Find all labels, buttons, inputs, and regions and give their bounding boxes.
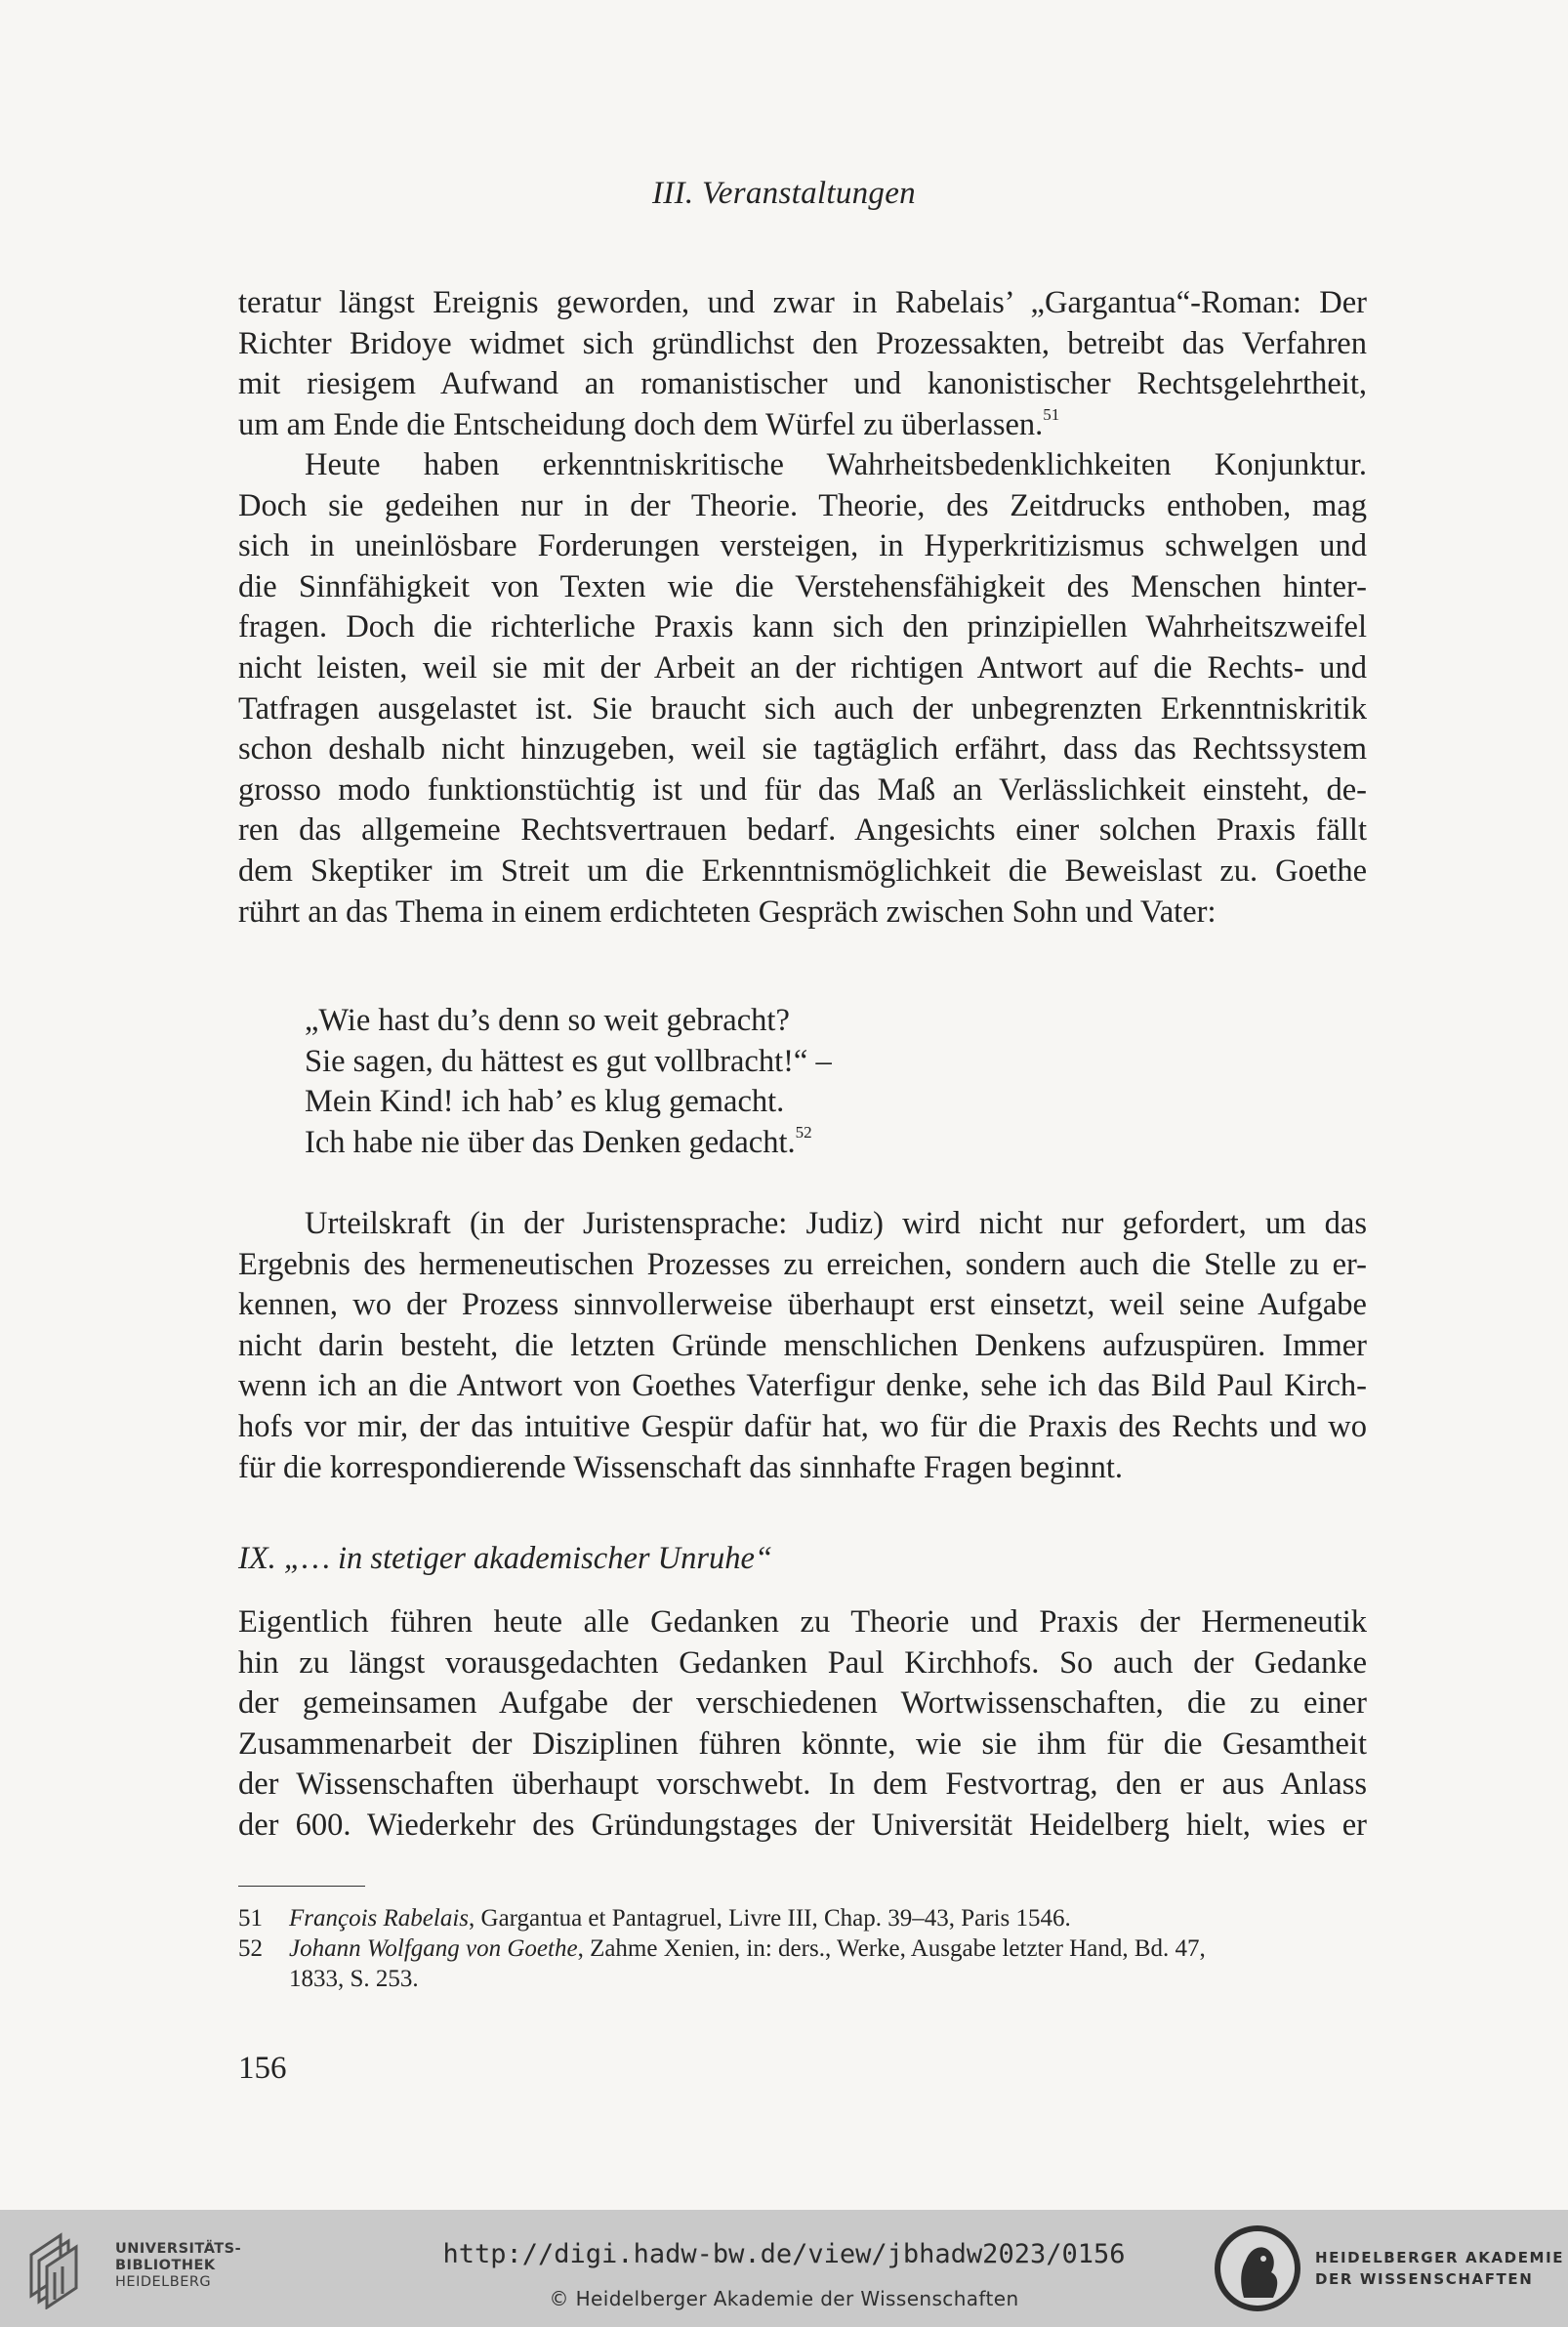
footnote-author: François Rabelais <box>289 1905 470 1932</box>
footnote-number: 52 <box>238 1935 263 1962</box>
text-line: Ergebnis des hermeneutischen Prozesses zu erreichen, sondern auch die Stelle zu er- <box>238 1246 1367 1282</box>
text-line: schon deshalb nicht hinzugeben, weil sie tagtäglich erfährt, dass das Rechtssystem <box>238 731 1367 768</box>
text-line: der 600. Wiederkehr des Gründungstages der Universität Heidelberg hielt, wies er <box>238 1807 1367 1843</box>
footnote-text <box>289 1933 1367 1994</box>
paragraph-4 <box>238 1602 1367 1847</box>
text-line: die Sinnfähigkeit von Texten wie die Verstehensfähigkeit des Menschen hinter- <box>238 568 1367 604</box>
text-line: für die korrespondierende Wissenschaft das sinnhafte Fragen beginnt. <box>238 1449 1124 1485</box>
footnote-continuation: 1833, S. 253. <box>289 1966 419 1992</box>
footnote-author: Johann Wolfgang von Goethe <box>289 1935 578 1962</box>
paragraph-3 <box>238 1204 1367 1488</box>
text-line: Tatfragen ausgelastet ist. Sie braucht sich auch der unbegrenzten Erkenntniskritik <box>238 690 1367 727</box>
footnote-51 <box>238 1903 1367 1933</box>
footnotes <box>238 1903 1367 1994</box>
text-line: grosso modo funktionstüchtig ist und für das Maß an Verlässlichkeit einsteht, de- <box>238 771 1367 808</box>
text-line: nicht darin besteht, die letzten Gründe menschlichen Denkens aufzuspüren. Immer <box>238 1327 1367 1363</box>
text-line: Richter Bridoye widmet sich gründlichst den Prozessakten, betreibt das Verfahren <box>238 325 1367 361</box>
text-line: ren das allgemeine Rechtsvertrauen bedarf. Angesichts einer solchen Praxis fällt <box>238 812 1367 849</box>
text-line: Urteilskraft (in der Juristensprache: Judiz) wird nicht nur gefordert, um das <box>305 1206 1367 1241</box>
copyright-notice: © Heidelberger Akademie der Wissenschaften <box>549 2287 1019 2310</box>
paragraph-2 <box>238 445 1367 933</box>
footnote-text <box>289 1903 1367 1933</box>
running-head: III. Veranstaltungen <box>652 176 916 211</box>
library-name-line: BIBLIOTHEK <box>115 2258 216 2273</box>
text-line: Eigentlich führen heute alle Gedanken zu Theorie und Praxis der Hermeneutik <box>238 1604 1367 1640</box>
text-line: sich in uneinlösbare Forderungen versteigen, in Hyperkritizismus schwelgen und <box>238 528 1367 564</box>
footnote-citation: , Gargantua et Pantagruel, Livre III, Chap. 39–43, Paris 1546. <box>469 1905 1071 1932</box>
footnote-citation: , Zahme Xenien, in: ders., Werke, Ausgabe letzter Hand, Bd. 47, <box>577 1935 1206 1962</box>
library-name-line: UNIVERSITÄTS- <box>115 2241 242 2257</box>
text-line: dem Skeptiker im Streit um die Erkenntnismöglichkeit die Beweislast zu. Goethe <box>238 852 1367 889</box>
quote-line: Sie sagen, du hättest es gut vollbracht!“ – <box>305 1043 832 1079</box>
quote-line-content: Ich habe nie über das Denken gedacht. <box>305 1124 796 1160</box>
text-line: rührt an das Thema in einem erdichteten Gespräch zwischen Sohn und Vater: <box>238 893 1217 930</box>
academy-name <box>1315 2247 1564 2290</box>
footnote-52 <box>238 1933 1367 1994</box>
text-line <box>238 405 1367 446</box>
text-line: Zusammenarbeit der Disziplinen führen könnte, wie sie ihm für die Gesamtheit <box>238 1725 1367 1762</box>
text-line: mit riesigem Aufwand an romanistischer und kanonistischer Rechtsgelehrtheit, <box>238 366 1367 402</box>
footnote-number: 51 <box>238 1905 263 1932</box>
quote-line: „Wie hast du’s denn so weit gebracht? <box>305 1003 790 1038</box>
goethe-quote <box>305 1001 832 1163</box>
page-number: 156 <box>238 2051 287 2086</box>
library-name-line: HEIDELBERG <box>115 2274 212 2290</box>
section-heading: IX. „… in stetiger akademischer Unruhe“ <box>238 1541 773 1576</box>
footnote-ref-52[interactable]: 52 <box>795 1122 812 1142</box>
text-line: fragen. Doch die richterliche Praxis kann sich den prinzipiellen Wahrheitszweifel <box>238 609 1367 645</box>
academy-name-line: HEIDELBERGER AKADEMIE <box>1315 2249 1565 2266</box>
text-line: kennen, wo der Prozess sinnvollerweise überhaupt erst einsetzt, weil seine Aufgabe <box>238 1287 1367 1323</box>
text-line: Doch sie gedeihen nur in der Theorie. Theorie, des Zeitdrucks enthoben, mag <box>238 487 1367 523</box>
footnote-divider <box>238 1886 365 1887</box>
paragraph-1 <box>238 283 1367 445</box>
quote-line: Mein Kind! ich hab’ es klug gemacht. <box>305 1084 785 1120</box>
text-line: hofs vor mir, der das intuitive Gespür dafür hat, wo für die Praxis des Rechts und wo <box>238 1408 1367 1444</box>
text-line: der Wissenschaften überhaupt vorschwebt. In dem Festvortrag, den er aus Anlass <box>238 1766 1367 1803</box>
text-line: nicht leisten, weil sie mit der Arbeit an der richtigen Antwort auf die Rechts- und <box>238 649 1367 686</box>
quote-line <box>305 1123 832 1164</box>
permalink-url[interactable]: http://digi.hadw-bw.de/view/jbhadw2023/0156 <box>442 2239 1126 2269</box>
text-line: Heute haben erkenntniskritische Wahrheitsbedenklichkeiten Konjunktur. <box>305 447 1367 482</box>
footnote-ref-51[interactable]: 51 <box>1043 404 1060 424</box>
text-line: teratur längst Ereignis geworden, und zwar in Rabelais’ „Gargantua“-Roman: Der <box>238 285 1367 320</box>
academy-portrait-seal-icon <box>1211 2222 1304 2315</box>
text-line: wenn ich an die Antwort von Goethes Vaterfigur denke, sehe ich das Bild Paul Kirch- <box>238 1368 1367 1404</box>
text-line: hin zu längst vorausgedachten Gedanken Paul Kirchhofs. So auch der Gedanke <box>238 1644 1367 1681</box>
text-line: der gemeinsamen Aufgabe der verschiedenen Wortwissenschaften, die zu einer <box>238 1685 1367 1722</box>
viewer-footer <box>0 2210 1568 2327</box>
academy-name-line: DER WISSENSCHAFTEN <box>1315 2270 1534 2288</box>
text-line-content: um am Ende die Entscheidung doch dem Würfel zu überlassen. <box>238 406 1044 442</box>
